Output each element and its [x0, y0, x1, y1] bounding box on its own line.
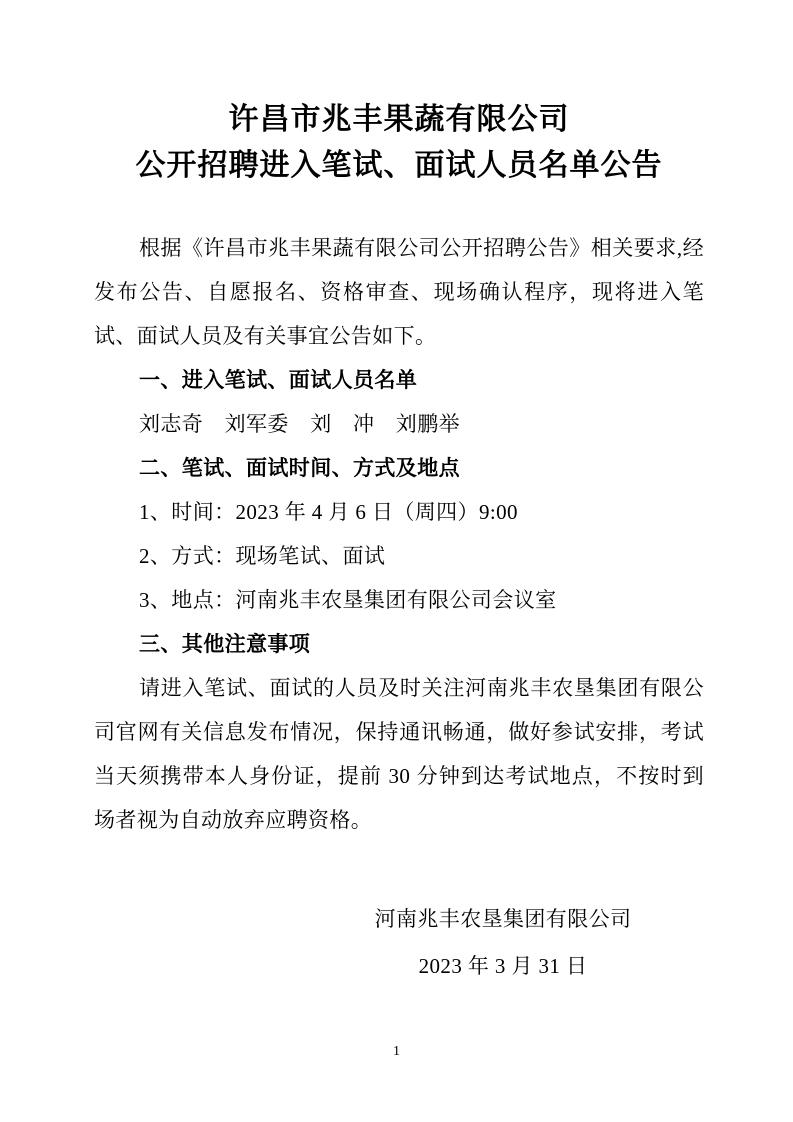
- notes-paragraph: 请进入笔试、面试的人员及时关注河南兆丰农垦集团有限公司官网有关信息发布情况，保持通讯畅通，做好参试安排，考试当天须携带本人身份证，提前 30 分钟到达考试地点，不按时到场者视为自动放弃应聘资格。: [94, 676, 704, 832]
- document-body: [94, 226, 704, 842]
- title-line-1: 许昌市兆丰果蔬有限公司: [228, 102, 570, 137]
- section-1-heading: 一、进入笔试、面试人员名单: [139, 368, 418, 392]
- signature-organization: 河南兆丰农垦集团有限公司: [374, 907, 632, 931]
- list-item-time: 1、时间：2023 年 4 月 6 日（周四）9:00: [139, 500, 518, 524]
- list-item-method: 2、方式：现场笔试、面试: [139, 544, 386, 568]
- list-item-location: 3、地点：河南兆丰农垦集团有限公司会议室: [139, 588, 557, 612]
- section-2-heading: 二、笔试、面试时间、方式及地点: [139, 456, 460, 480]
- page-number: 1: [393, 1044, 400, 1059]
- candidate-names: 刘志奇 刘军委 刘 冲 刘鹏举: [139, 412, 460, 436]
- title-line-2: 公开招聘进入笔试、面试人员名单公告: [135, 148, 663, 183]
- signature-block: [198, 896, 793, 990]
- section-3-heading: 三、其他注意事项: [139, 632, 311, 656]
- signature-date: 2023 年 3 月 31 日: [418, 954, 588, 978]
- document-title: [94, 97, 704, 189]
- page-footer: [0, 1044, 793, 1060]
- intro-paragraph: 根据《许昌市兆丰果蔬有限公司公开招聘公告》相关要求,经发布公告、自愿报名、资格审查、现场确认程序，现将进入笔试、面试人员及有关事宜公告如下。: [94, 236, 704, 348]
